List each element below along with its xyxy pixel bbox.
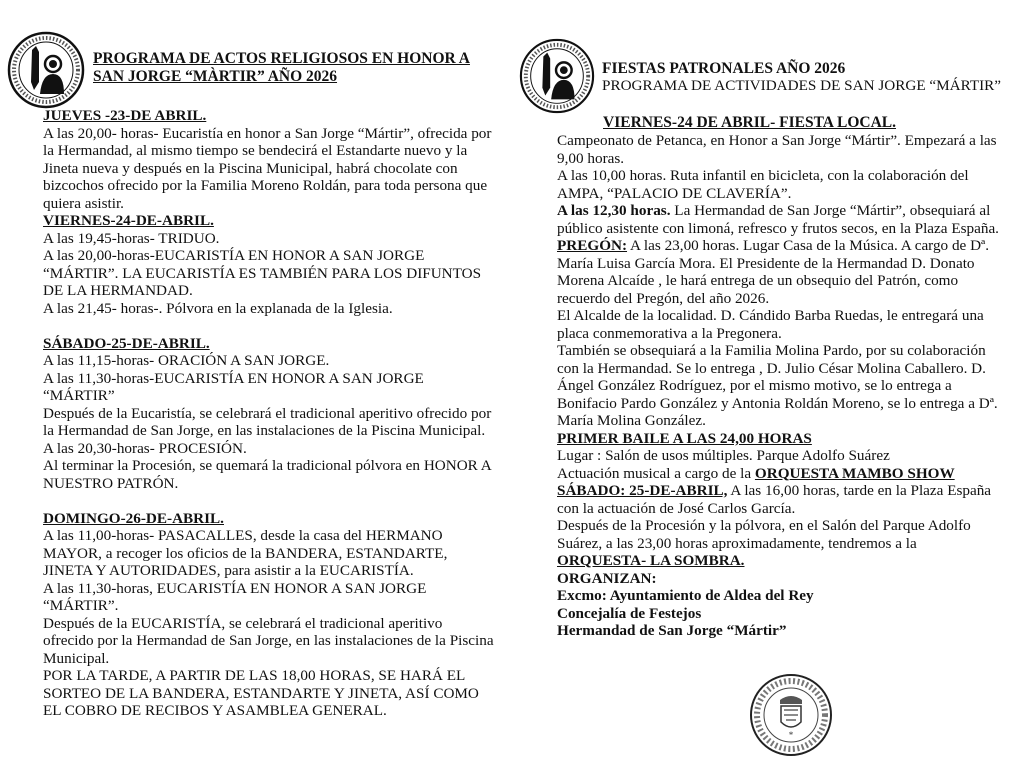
section-heading-domingo: DOMINGO-26-DE-ABRIL.: [43, 509, 224, 527]
text-line: Después de la Procesión y la pólvora, en el Salón del Parque Adolfo: [557, 517, 971, 534]
text-line: con la Hermandad. Se lo entrega , D. Julio César Molina Caballero. D.: [557, 359, 986, 377]
text-line: María Molina González.: [557, 412, 706, 429]
section-heading-sabado: SÁBADO-25-DE-ABRIL.: [43, 334, 210, 352]
right-title-line1: FIESTAS PATRONALES AÑO 2026: [602, 60, 846, 77]
text-span: La Hermandad de San Jorge “Mártir”, obsequiará al: [670, 202, 991, 219]
time-bold: A las 12,30 horas.: [557, 202, 671, 219]
svg-text:*: *: [788, 730, 794, 740]
sabado-label: SÁBADO: 25-DE-ABRIL,: [557, 482, 728, 499]
text-line: AMPA, “PALACIO DE CLAVERÍA”.: [557, 184, 792, 202]
text-line: También se obsequiará a la Familia Molina Pardo, por su colaboración: [557, 342, 986, 359]
left-title-line1: PROGRAMA DE ACTOS RELIGIOSOS EN HONOR A: [93, 50, 470, 67]
text-line: A las 20,30-horas- PROCESIÓN.: [43, 439, 247, 457]
ayuntamiento-seal: [748, 672, 834, 758]
text-line: A las 10,00 horas. Ruta infantil en bicicleta, con la colaboración del: [557, 167, 969, 184]
text-line: [557, 202, 1022, 220]
text-line: A las 20,00-horas-EUCARISTÍA EN HONOR A SAN JORGE: [43, 247, 425, 264]
text-span: Actuación musical a cargo de la: [557, 464, 755, 482]
text-line: A las 19,45-horas- TRIDUO.: [43, 229, 220, 247]
text-line: la Hermandad de San Jorge, en las instalaciones de la Piscina Municipal.: [43, 422, 486, 439]
section-heading-jueves: JUEVES -23-DE ABRIL.: [43, 107, 207, 124]
text-line: la Hermandad, al mismo tiempo se bendecirá el Estandarte nuevo y la: [43, 142, 468, 159]
text-line: [557, 482, 1022, 500]
text-line: POR LA TARDE, A PARTIR DE LAS 18,00 HORAS, SE HARÁ EL: [43, 667, 466, 684]
section-heading-viernes: VIERNES-24-DE-ABRIL.: [43, 212, 214, 229]
text-line: A las 11,30-horas-EUCARISTÍA EN HONOR A SAN JORGE: [43, 369, 424, 387]
text-line: bizcochos ofrecido por la Familia Moreno Roldán, para toda persona que: [43, 177, 488, 194]
text-line: MAYOR, a recoger los oficios de la BANDERA, ESTANDARTE,: [43, 544, 448, 562]
text-line: JINETA Y AUTORIDADES, para asistir a la EUCARISTÍA.: [43, 562, 414, 579]
text-line: “MÁRTIR”: [43, 387, 115, 404]
text-span: A las 23,00 horas. Lugar Casa de la Música. A cargo de Dª.: [627, 237, 990, 254]
organizer-item: Concejalía de Festejos: [557, 604, 702, 622]
left-column: [43, 107, 513, 720]
section-heading-viernes-fiesta-local: VIERNES-24 DE ABRIL- FIESTA LOCAL.: [603, 114, 896, 131]
text-line: Lugar : Salón de usos múltiples. Parque Adolfo Suárez: [557, 447, 890, 464]
text-line: público asistente con limoná, refresco y frutos secos, en la Plaza España.: [557, 219, 999, 237]
primer-baile-heading: PRIMER BAILE A LAS 24,00 HORAS: [557, 429, 812, 447]
organizer-item: Hermandad de San Jorge “Mártir”: [557, 622, 787, 639]
text-line: recuerdo del Pregón, del año 2026.: [557, 289, 770, 307]
left-title-line2: SAN JORGE “MÀRTIR” AÑO 2026: [93, 68, 338, 85]
text-line: A las 21,45- horas-. Pólvora en la explanada de la Iglesia.: [43, 299, 393, 317]
text-line: El Alcalde de la localidad. D. Cándido Barba Ruedas, le entregará una: [557, 307, 984, 324]
hermandad-seal-icon: [6, 30, 86, 110]
text-line: 9,00 horas.: [557, 149, 625, 167]
text-line: DE LA HERMANDAD.: [43, 282, 193, 299]
text-line: Campeonato de Petanca, en Honor a San Jorge “Mártir”. Empezará a las: [557, 132, 997, 149]
text-line: Municipal.: [43, 649, 110, 667]
organizer-item: Excmo: Ayuntamiento de Aldea del Rey: [557, 587, 814, 604]
text-line: NUESTRO PATRÓN.: [43, 474, 179, 492]
pregon-label: PREGÓN:: [557, 237, 628, 254]
text-line: A las 11,00-horas- PASACALLES, desde la casa del HERMANO: [43, 527, 443, 544]
right-title-line2: PROGRAMA DE ACTIVIDADES DE SAN JORGE “MÁRTIR”: [602, 77, 1002, 94]
text-line: Bonifacio Pardo González y Antonia Roldán Moreno, se lo entrega a Dª.: [557, 394, 998, 412]
orquesta-la-sombra: ORQUESTA- LA SOMBRA.: [557, 552, 745, 569]
text-line: “MÁRTIR”. LA EUCARISTÍA ES TAMBIÉN PARA LOS DIFUNTOS: [43, 264, 482, 282]
orquesta-mambo-show: ORQUESTA MAMBO SHOW: [754, 464, 955, 482]
text-span: A las 16,00 horas, tarde en la Plaza España: [727, 482, 992, 499]
text-line: ofrecido por la Hermandad de San Jorge, en las instalaciones de la Piscina: [43, 632, 494, 649]
text-line: Morena Alcaíde , le hará entrega de un obsequio del Patrón, como: [557, 272, 959, 289]
text-line: Suárez, a las 23,00 horas aproximadamente, tendremos a la: [557, 534, 917, 552]
text-line: con la actuación de José Carlos García.: [557, 499, 796, 517]
hermandad-logo-right: [518, 37, 596, 115]
text-line: Ángel González Rodríguez, por el mismo motivo, se lo entrega a: [557, 377, 952, 394]
text-line: Después de la EUCARISTÍA, se celebrará el tradicional aperitivo: [43, 614, 443, 632]
text-line: A las 11,15-horas- ORACIÓN A SAN JORGE.: [43, 352, 330, 369]
organizan-heading: ORGANIZAN:: [557, 569, 657, 587]
text-line: quiera asistir.: [43, 194, 124, 212]
ayuntamiento-seal-icon: [748, 672, 834, 758]
text-line: placa conmemorativa a la Pregonera.: [557, 324, 782, 342]
hermandad-logo-left: [6, 30, 86, 110]
text-line: Jineta nueva y después en la Piscina Municipal, habrá chocolate con: [43, 159, 458, 177]
text-line: “MÁRTIR”.: [43, 597, 119, 614]
text-line: Después de la Eucaristía, se celebrará el tradicional aperitivo ofrecido por: [43, 404, 492, 422]
text-line: María Luisa García Mora. El Presidente de la Hermandad D. Donato: [557, 254, 975, 272]
text-line: SORTEO DE LA BANDERA, ESTANDARTE Y JINETA, ASÍ COMO: [43, 684, 479, 702]
text-line: [557, 465, 1022, 483]
text-line: EL COBRO DE RECIBOS Y ASAMBLEA GENERAL.: [43, 702, 387, 719]
text-line: [557, 237, 1022, 255]
text-line: Al terminar la Procesión, se quemará la tradicional pólvora en HONOR A: [43, 457, 492, 474]
right-column: [557, 132, 1022, 640]
text-line: A las 20,00- horas- Eucaristía en honor a San Jorge “Mártir”, ofrecida por: [43, 124, 492, 142]
hermandad-seal-icon: [518, 37, 596, 115]
text-line: A las 11,30-horas, EUCARISTÍA EN HONOR A SAN JORGE: [43, 579, 427, 597]
